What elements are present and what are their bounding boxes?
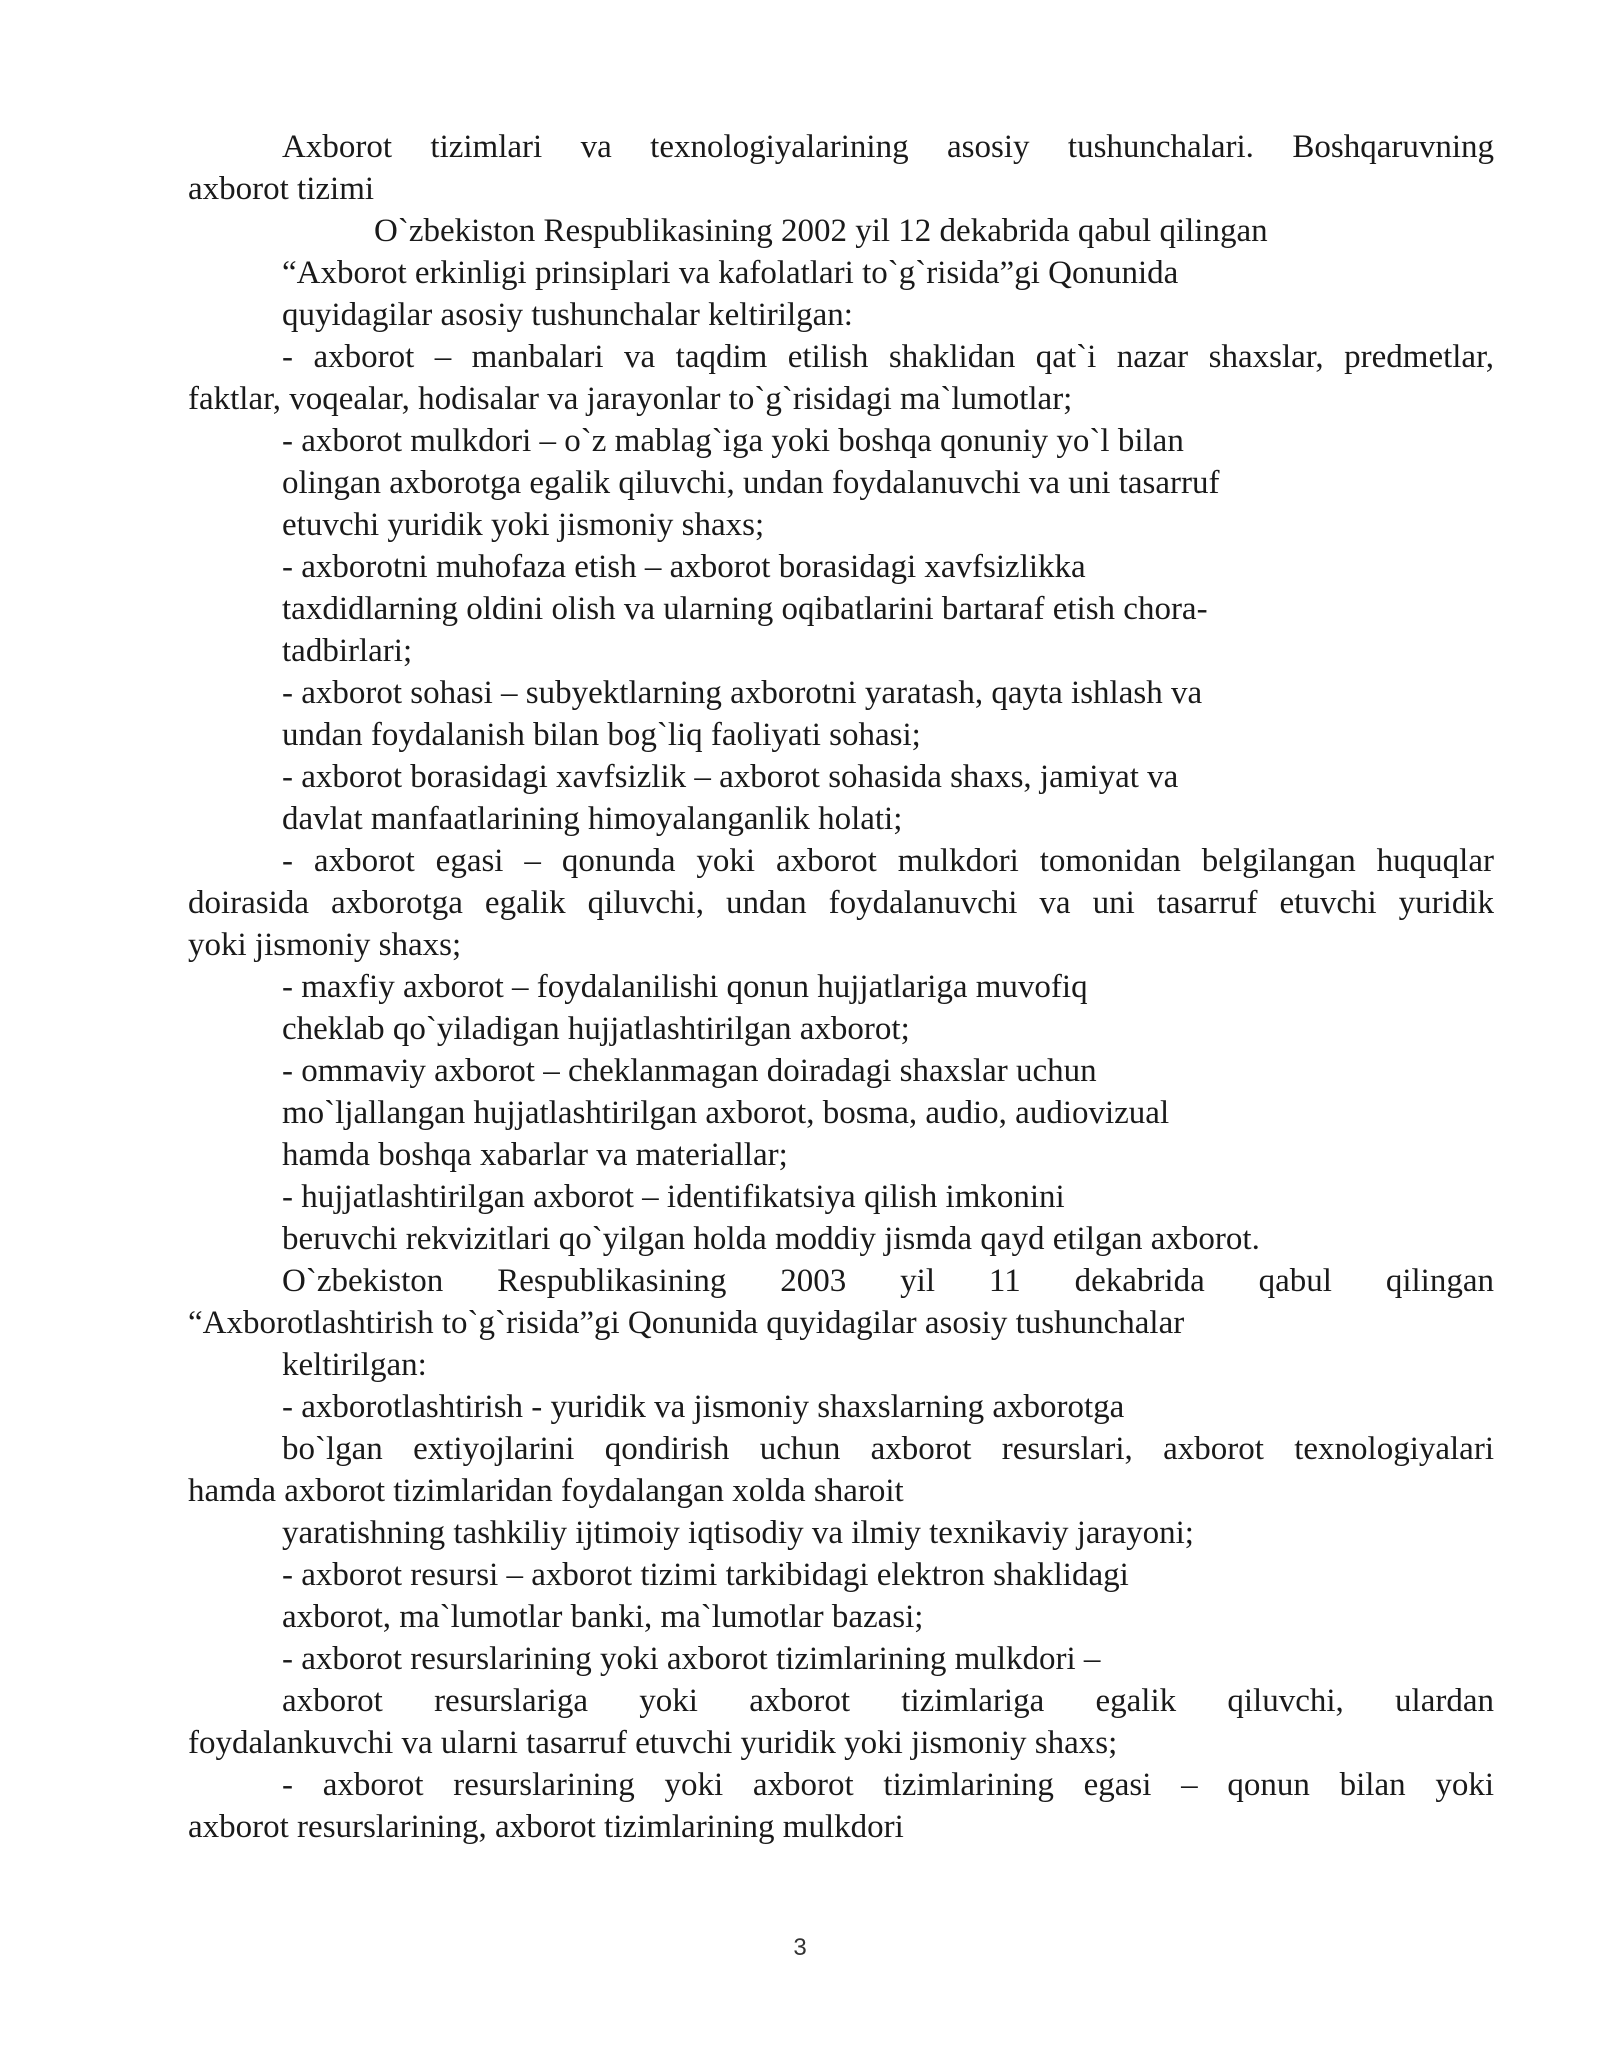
text-line: hamda axborot tizimlaridan foydalangan xolda sharoit <box>188 1473 904 1509</box>
text-line: axborot tizimi <box>188 171 375 207</box>
text-line: - axborot – manbalari va taqdim etilish shaklidan qat`i nazar shaxslar, predmetlar, <box>282 339 1494 375</box>
text-line: hamda boshqa xabarlar va materiallar; <box>282 1137 788 1173</box>
document-body <box>188 126 1494 1848</box>
text-line: - axborot borasidagi xavfsizlik – axborot sohasida shaxs, jamiyat va <box>282 759 1179 795</box>
text-line: O`zbekiston Respublikasining 2002 yil 12 dekabrida qabul qilingan <box>374 213 1268 249</box>
text-line: axborot, ma`lumotlar banki, ma`lumotlar bazasi; <box>282 1599 924 1635</box>
text-line: yaratishning tashkiliy ijtimoiy iqtisodiy va ilmiy texnikaviy jarayoni; <box>282 1515 1194 1551</box>
text-line: - axborot resursi – axborot tizimi tarkibidagi elektron shaklidagi <box>282 1557 1129 1593</box>
text-line: yoki jismoniy shaxs; <box>188 927 462 963</box>
text-line: “Axborotlashtirish to`g`risida”gi Qonunida quyidagilar asosiy tushunchalar <box>188 1305 1185 1341</box>
text-line: - ommaviy axborot – cheklanmagan doiradagi shaxslar uchun <box>282 1053 1097 1089</box>
text-line: - axborot resurslarining yoki axborot tizimlarining mulkdori – <box>282 1641 1101 1677</box>
text-line: - axborot mulkdori – o`z mablag`iga yoki boshqa qonuniy yo`l bilan <box>282 423 1184 459</box>
text-line: - axborotlashtirish - yuridik va jismoniy shaxslarning axborotga <box>282 1389 1125 1425</box>
text-line: bo`lgan extiyojlarini qondirish uchun axborot resurslari, axborot texnologiyalari <box>282 1431 1494 1467</box>
text-line: - axborot resurslarining yoki axborot tizimlarining egasi – qonun bilan yoki <box>282 1767 1494 1803</box>
text-line: - maxfiy axborot – foydalanilishi qonun hujjatlariga muvofiq <box>282 969 1088 1005</box>
page-number: 3 <box>793 1934 807 1961</box>
text-line: axborot resurslarining, axborot tizimlarining mulkdori <box>188 1809 904 1845</box>
text-line: davlat manfaatlarining himoyalanganlik holati; <box>282 801 903 837</box>
text-line: cheklab qo`yiladigan hujjatlashtirilgan axborot; <box>282 1011 910 1047</box>
text-line: - axborot sohasi – subyektlarning axborotni yaratash, qayta ishlash va <box>282 675 1203 711</box>
text-line: tadbirlari; <box>282 633 413 669</box>
text-line: faktlar, voqealar, hodisalar va jarayonlar to`g`risidagi ma`lumotlar; <box>188 381 1073 417</box>
text-line: doirasida axborotga egalik qiluvchi, undan foydalanuvchi va uni tasarruf etuvchi yuridik <box>188 885 1494 921</box>
text-line: axborot resurslariga yoki axborot tizimlariga egalik qiluvchi, ulardan <box>282 1683 1494 1719</box>
text-line: keltirilgan: <box>282 1347 427 1383</box>
text-line: Axborot tizimlari va texnologiyalarining asosiy tushunchalari. Boshqaruvning <box>282 129 1494 165</box>
text-line: mo`ljallangan hujjatlashtirilgan axborot, bosma, audio, audiovizual <box>282 1095 1170 1131</box>
text-line: beruvchi rekvizitlari qo`yilgan holda moddiy jismda qayd etilgan axborot. <box>282 1221 1260 1257</box>
text-line: undan foydalanish bilan bog`liq faoliyati sohasi; <box>282 717 921 753</box>
text-line: quyidagilar asosiy tushunchalar keltirilgan: <box>282 297 853 333</box>
text-line: O`zbekiston Respublikasining 2003 yil 11 dekabrida qabul qilingan <box>282 1263 1494 1299</box>
text-line: - hujjatlashtirilgan axborot – identifikatsiya qilish imkonini <box>282 1179 1065 1215</box>
text-line: - axborotni muhofaza etish – axborot borasidagi xavfsizlikka <box>282 549 1086 585</box>
text-line: “Axborot erkinligi prinsiplari va kafolatlari to`g`risida”gi Qonunida <box>282 255 1179 291</box>
text-line: foydalankuvchi va ularni tasarruf etuvchi yuridik yoki jismoniy shaxs; <box>188 1725 1118 1761</box>
text-line: olingan axborotga egalik qiluvchi, undan foydalanuvchi va uni tasarruf <box>282 465 1220 501</box>
text-line: - axborot egasi – qonunda yoki axborot mulkdori tomonidan belgilangan huquqlar <box>282 843 1494 879</box>
text-line: etuvchi yuridik yoki jismoniy shaxs; <box>282 507 765 543</box>
text-line: taxdidlarning oldini olish va ularning oqibatlarini bartaraf etish chora- <box>282 591 1208 627</box>
